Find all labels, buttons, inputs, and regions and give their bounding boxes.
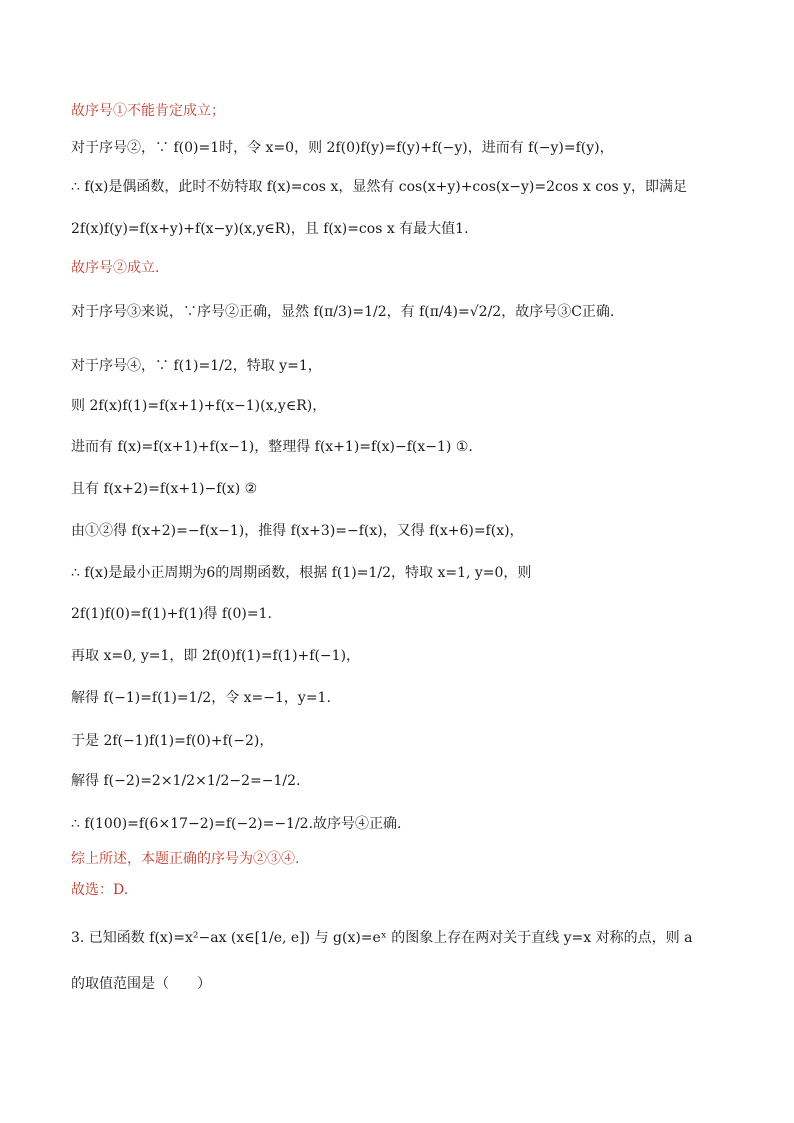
line-text: 综上所述，本题正确的序号为②③④. (71, 851, 300, 867)
text-line (71, 177, 751, 197)
line-text: 对于序号④，∵ f(1)=1/2，特取 y=1， (71, 358, 322, 374)
line-text: 且有 f(x+2)=f(x+1)−f(x) ② (71, 481, 258, 497)
text-line (71, 849, 751, 869)
line-text: ∴ f(x)是偶函数，此时不妨特取 f(x)=cos x，显然有 cos(x+y)+cos(x−y)=2cos x cos y，即满足 (71, 179, 688, 195)
line-text: ∴ f(100)=f(6×17−2)=f(−2)=−1/2.故序号④正确. (71, 816, 402, 832)
text-line (71, 437, 751, 457)
line-text: 再取 x=0, y=1，即 2f(0)f(1)=f(1)+f(−1)， (71, 648, 361, 664)
line-text: 由①②得 f(x+2)=−f(x−1)，推得 f(x+3)=−f(x)，又得 f(x+6)=f(x)， (71, 523, 524, 539)
text-line (71, 646, 751, 666)
text-line (71, 101, 751, 121)
text-line (71, 479, 751, 499)
question-line (71, 928, 751, 948)
line-text: 2f(1)f(0)=f(1)+f(1)得 f(0)=1. (71, 606, 272, 622)
text-line (71, 688, 751, 708)
line-text: 进而有 f(x)=f(x+1)+f(x−1)，整理得 f(x+1)=f(x)−f(x−1) ①. (71, 439, 473, 455)
text-line (71, 521, 751, 541)
line-text: 于是 2f(−1)f(1)=f(0)+f(−2)， (71, 733, 274, 749)
line-text: 则 2f(x)f(1)=f(x+1)+f(x−1)(x,y∈R)， (71, 398, 327, 414)
line-text: 故序号②成立. (71, 260, 160, 276)
text-line (71, 302, 751, 322)
line-text: 故选：D. (71, 882, 129, 898)
text-line (71, 814, 751, 834)
text-line (71, 731, 751, 751)
text-line (71, 563, 751, 583)
text-line (71, 771, 751, 791)
line-text: 2f(x)f(y)=f(x+y)+f(x−y)(x,y∈R)，且 f(x)=cos x 有最大值1. (71, 221, 469, 237)
text-line (71, 258, 751, 278)
text-line (71, 138, 751, 158)
line-text: ∴ f(x)是最小正周期为6的周期函数，根据 f(1)=1/2，特取 x=1, y=0，则 (71, 565, 532, 581)
text-line (71, 396, 751, 416)
line-text: 对于序号②，∵ f(0)=1时，令 x=0，则 2f(0)f(y)=f(y)+f(−y)，进而有 f(−y)=f(y)， (71, 140, 614, 156)
text-line (71, 219, 751, 239)
line-text: 解得 f(−2)=2×1/2×1/2−2=−1/2. (71, 773, 301, 789)
text-line (71, 356, 751, 376)
question-text: 3. 已知函数 f(x)=x²−ax (x∈[1/e, e]) 与 g(x)=eˣ 的图象上存在两对关于直线 y=x 对称的点，则 a (71, 930, 693, 946)
question-text: 的取值范围是（ ） (71, 976, 211, 992)
line-text: 对于序号③来说，∵序号②正确，显然 f(π/3)=1/2，有 f(π/4)=√2/2，故序号③C正确. (71, 304, 615, 320)
text-line (71, 604, 751, 624)
text-line (71, 880, 751, 900)
line-text: 故序号①不能肯定成立； (71, 103, 225, 119)
question-line (71, 974, 751, 994)
line-text: 解得 f(−1)=f(1)=1/2，令 x=−1，y=1. (71, 690, 331, 706)
